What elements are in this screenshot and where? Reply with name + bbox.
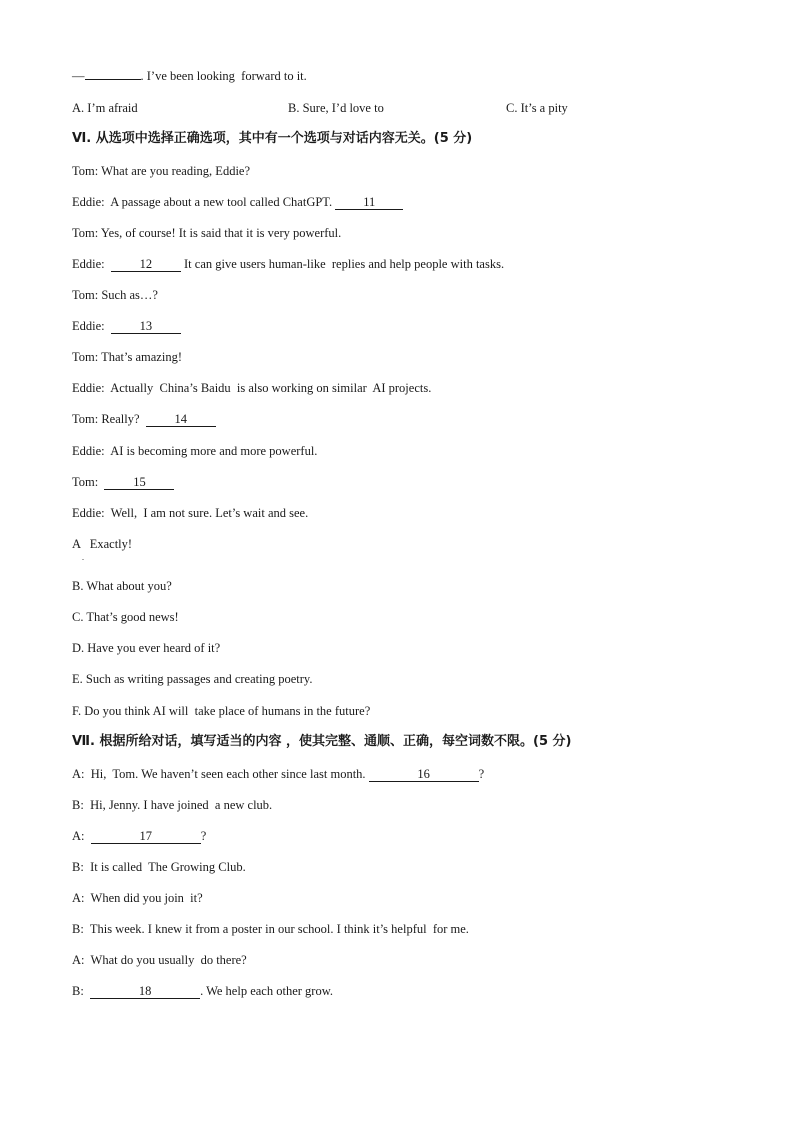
utterance: Really? (98, 412, 146, 426)
speaker: A: (72, 829, 85, 843)
dialogue-line (72, 859, 246, 875)
utterance: Such as…? (98, 288, 158, 302)
stray-dot: . (82, 553, 84, 562)
answer-blank-14: 14 (146, 413, 216, 427)
utterance: Yes, of course! It is said that it is very powerful. (98, 226, 342, 240)
answer-blank-17: 17 (91, 830, 201, 844)
dialogue-line (72, 474, 174, 490)
speaker: Eddie: (72, 506, 105, 520)
utterance: It is called The Growing Club. (83, 860, 246, 874)
q10-line (72, 68, 307, 84)
speaker: A: (72, 953, 85, 967)
dialogue-line (72, 163, 250, 179)
speaker: Eddie: (72, 319, 105, 333)
utterance: This week. I knew it from a poster in our school. I think it’s helpful for me. (83, 922, 469, 936)
speaker: Eddie: (72, 381, 105, 395)
answer-blank-12: 12 (111, 258, 181, 272)
dialogue-line (72, 921, 469, 937)
answer-blank-11: 11 (335, 196, 403, 210)
speaker: Tom: (72, 412, 99, 426)
dialogue-line (72, 411, 216, 427)
utterance: AI is becoming more and more powerful. (104, 444, 318, 458)
speaker: B: (72, 798, 84, 812)
speaker: Eddie: (72, 257, 105, 271)
utterance: When did you join it? (84, 891, 203, 905)
dialogue-line (72, 828, 206, 844)
answer-blank-13: 13 (111, 320, 181, 334)
answer-blank-16: 16 (369, 768, 479, 782)
answer-blank-18: 18 (90, 985, 200, 999)
speaker: Eddie: (72, 444, 105, 458)
speaker: Tom: (72, 350, 99, 364)
option-d: D. Have you ever heard of it? (72, 641, 221, 655)
utterance: What are you reading, Eddie? (98, 164, 251, 178)
utterance: Hi, Tom. We haven’t seen each other since last month. (84, 767, 369, 781)
speaker: A: (72, 891, 85, 905)
dialogue-line (72, 505, 308, 521)
dialogue-line (72, 983, 333, 999)
q10-option-c: C. It’s a pity (506, 101, 568, 115)
speaker: Eddie: (72, 195, 105, 209)
dialogue-line (72, 318, 181, 334)
answer-blank-15: 15 (104, 476, 174, 490)
utterance: A passage about a new tool called ChatGPT. (104, 195, 336, 209)
utterance: That’s amazing! (98, 350, 182, 364)
dialogue-line (72, 194, 403, 210)
utterance-tail: . We help each other grow. (200, 984, 334, 998)
utterance: Actually China’s Baidu is also working on similar AI projects. (104, 381, 432, 395)
utterance-tail: ? (200, 829, 207, 843)
option-c: C. That’s good news! (72, 610, 179, 624)
speaker: B: (72, 922, 84, 936)
dialogue-line (72, 256, 504, 272)
utterance: Hi, Jenny. I have joined a new club. (83, 798, 273, 812)
speaker: Tom: (72, 164, 99, 178)
option-f: F. Do you think AI will take place of humans in the future? (72, 704, 371, 718)
dialogue-line (72, 766, 484, 782)
utterance: What do you usually do there? (84, 953, 247, 967)
dialogue-line (72, 797, 272, 813)
speaker: B: (72, 860, 84, 874)
dialogue-line (72, 349, 182, 365)
option-e: E. Such as writing passages and creating poetry. (72, 672, 313, 686)
utterance-tail: ? (478, 767, 485, 781)
speaker: Tom: (72, 288, 99, 302)
dialogue-line (72, 443, 317, 459)
utterance: Well, I am not sure. Let’s wait and see. (104, 506, 309, 520)
dialogue-line (72, 380, 431, 396)
speaker: Tom: (72, 475, 99, 489)
q10-option-a: A. I’m afraid (72, 101, 138, 115)
q10-answer-blank (85, 79, 141, 80)
speaker: B: (72, 984, 84, 998)
q10-option-b: B. Sure, I’d love to (288, 101, 384, 115)
dialogue-line (72, 890, 203, 906)
section-6-heading: Ⅵ. 从选项中选择正确选项，其中有一个选项与对话内容无关。(5 分) (72, 131, 473, 146)
option-a: A Exactly! (72, 537, 133, 551)
speaker: Tom: (72, 226, 99, 240)
q10-text: . I’ve been looking forward to it. (140, 69, 307, 83)
section-7-heading: Ⅶ. 根据所给对话，填写适当的内容 ，使其完整、通顺、正确，每空词数不限。(5 分) (72, 734, 572, 749)
dialogue-line (72, 287, 158, 303)
speaker: A: (72, 767, 85, 781)
q10-dash: — (72, 69, 85, 83)
option-b: B. What about you? (72, 579, 172, 593)
utterance-tail: It can give users human-like replies and help people with tasks. (180, 257, 505, 271)
dialogue-line (72, 952, 247, 968)
dialogue-line (72, 225, 341, 241)
